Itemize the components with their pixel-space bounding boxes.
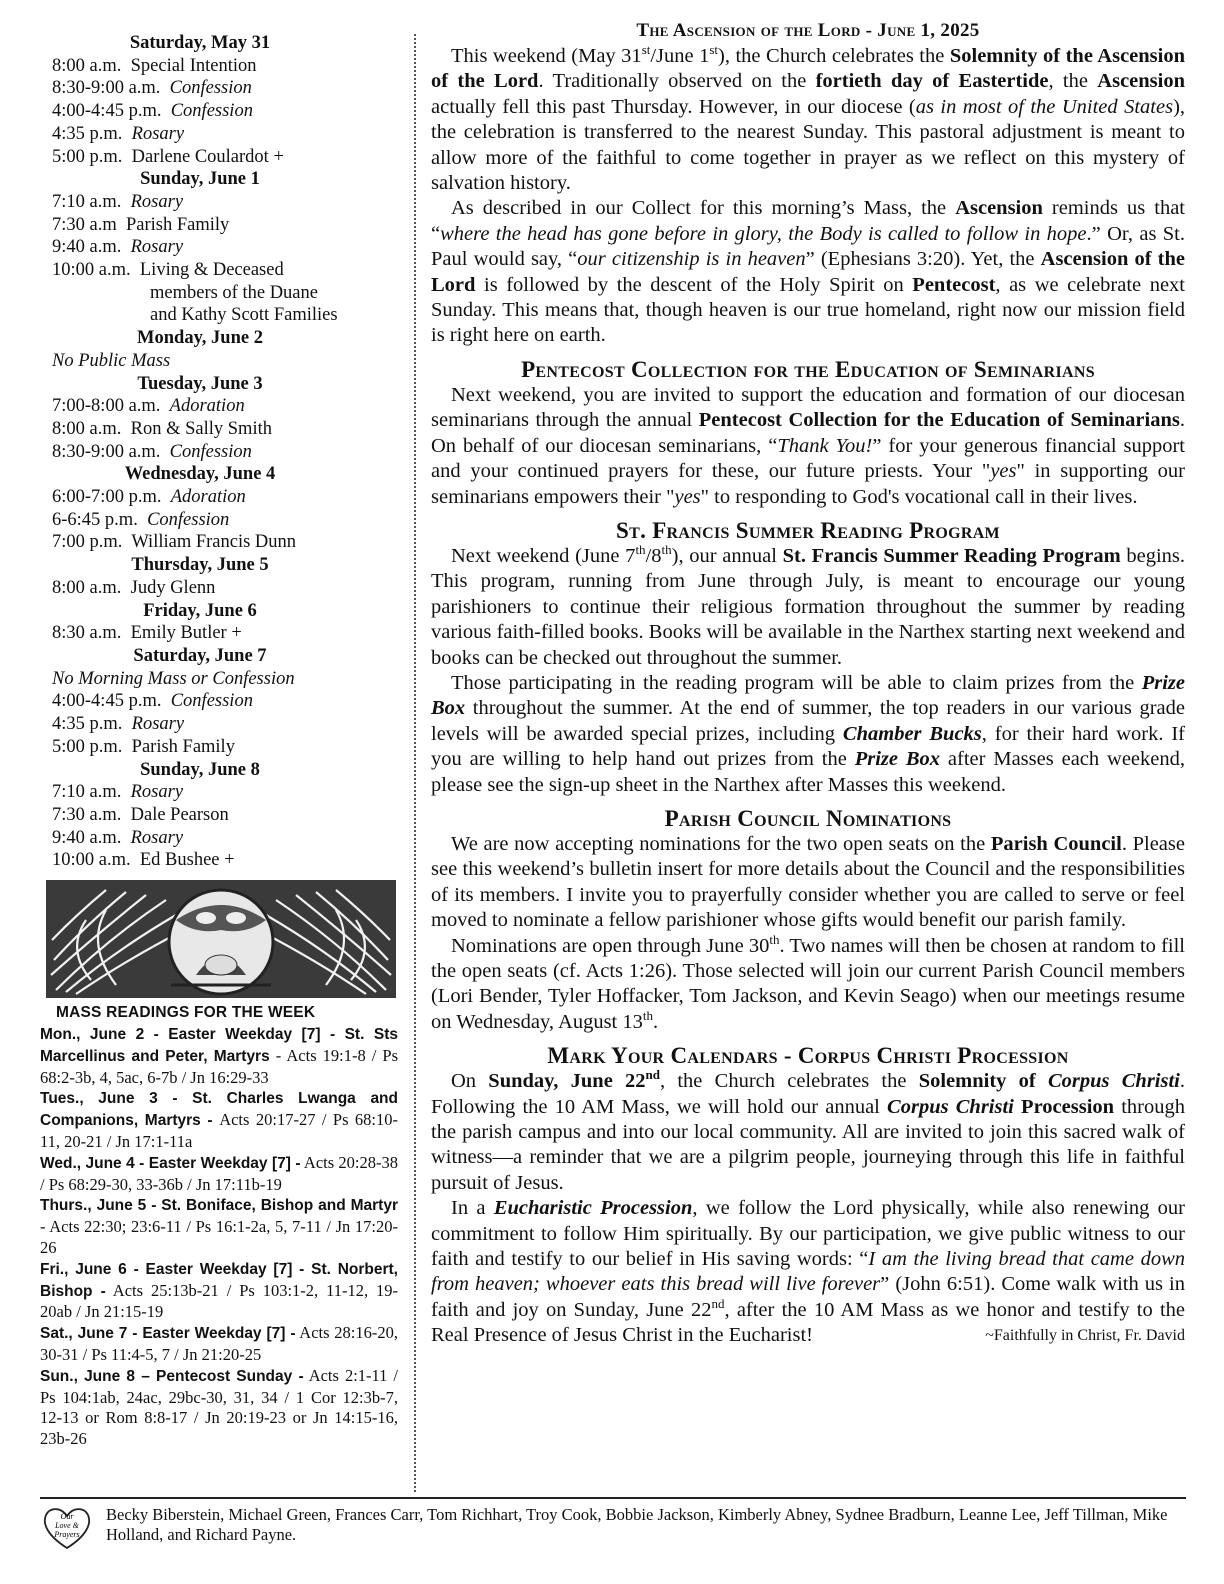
superscript: nd xyxy=(645,1067,660,1083)
reading-entry xyxy=(40,1323,398,1366)
signoff: ~Faithfully in Christ, Fr. David xyxy=(977,1327,1185,1345)
schedule-entry xyxy=(40,509,398,532)
superscript: th xyxy=(661,542,672,558)
ascension-paragraph-1 xyxy=(431,44,1185,196)
schedule-day-heading: Saturday, May 31 xyxy=(129,33,271,53)
pentecost-paragraph xyxy=(431,383,1185,510)
schedule-intention: Emily Butler + xyxy=(130,623,242,644)
text-run: . On behalf of our diocesan seminarians, “ xyxy=(431,409,1185,457)
schedule-intention: Rosary xyxy=(130,191,184,212)
schedule-time: 5:00 p.m. xyxy=(52,736,123,757)
text-run: Prize Box xyxy=(854,748,941,771)
schedule-time: 7:10 a.m. xyxy=(52,782,122,803)
schedule-entry xyxy=(40,622,398,645)
superscript: nd xyxy=(711,1296,725,1312)
text-run: as in most of the United States xyxy=(915,95,1174,118)
reading-day: Wed., June 4 - Easter Weekday [7] - xyxy=(40,1154,301,1172)
reading-program-title: St. Francis Summer Reading Program xyxy=(616,517,1000,543)
schedule-entry xyxy=(40,395,398,418)
text-run: Those participating in the reading program will be able to claim prizes from the xyxy=(451,671,1142,694)
text-run: This weekend (May 31 xyxy=(451,45,642,67)
text-run: /8 xyxy=(645,544,662,567)
schedule-intention: Ed Bushee + xyxy=(139,850,235,871)
schedule-intention: Rosary xyxy=(130,237,184,258)
reading-citations: Acts 2:1-11 / Ps 104:1ab, 24ac, 29bc-30, 31, 34 / 1 Cor 12:3b-7, 12-13 or Rom 8:8-17 / Jn 20:19-23 or Jn 14:15-16, 23b-26 xyxy=(40,1365,398,1449)
schedule-entry xyxy=(40,259,398,282)
schedule-intention: William Francis Dunn xyxy=(131,532,297,553)
schedule-time: 4:00-4:45 p.m. xyxy=(52,101,162,122)
superscript: st xyxy=(641,42,651,58)
reading-citations: Acts 20:28-38 / Ps 68:29-30, 33-36b / Jn 17:11b-19 xyxy=(40,1152,398,1194)
text-run: throughout the summer. At the end of summer, the top readers in our various grade levels will be awarded special prizes, including xyxy=(431,697,1185,745)
text-run: through the parish campus and into our local community. All are invited to join this sacred walk of witness—a reminder that we are a pilgrim people, journeying through this life in faithful pursuit of Jesus. xyxy=(431,1095,1186,1194)
reading-citations: Acts 20:17-27 / Ps 68:10-11, 20-21 / Jn 17:1-11a xyxy=(40,1110,399,1151)
schedule-intention: Confession xyxy=(170,691,253,712)
schedule-entry xyxy=(40,236,398,259)
text-run: /June 1 xyxy=(650,45,710,67)
council-section xyxy=(431,806,1185,1035)
schedule-day-heading: Sunday, June 1 xyxy=(140,169,260,190)
text-run: St. Francis Summer Reading Program xyxy=(782,544,1121,567)
reading-day: Tues., June 3 - St. Charles Lwanga and Companions, Martyrs - xyxy=(40,1090,398,1130)
schedule-time: 8:00 a.m. xyxy=(52,55,122,76)
text-run: . Two names will then be chosen at random to fill the open seats (cf. Acts 1:26). Those selected will join our current Parish Council members (Lori Bender, Tyler Hoffacker, Tom Jackson, and Kevin Seago) when our meetings resume on Wednesday, August 13 xyxy=(431,934,1185,1033)
text-run: As described in our Collect for this morning’s Mass, the xyxy=(451,197,956,220)
superscript: th xyxy=(769,931,780,947)
text-run: ), the celebration is transferred to the nearest Sunday. This pastoral adjustment is meant to allow more of the faithful to come together in prayer as we reflect on this mystery of salvation history. xyxy=(431,95,1186,195)
schedule-time: 4:35 p.m. xyxy=(52,714,123,735)
text-run: " to responding to God's vocational call in their lives. xyxy=(700,485,1138,508)
right-column xyxy=(431,18,1185,1349)
text-run: yes xyxy=(990,460,1017,483)
schedule-intention: Confession xyxy=(169,78,252,99)
reading-day: Fri., June 6 - Easter Weekday [7] - St. Norbert, Bishop - xyxy=(40,1260,398,1300)
reading-entry xyxy=(40,1195,398,1258)
schedule-time: 8:30 a.m. xyxy=(52,623,122,644)
schedule-entry xyxy=(40,804,398,827)
text-run: Thank You! xyxy=(777,434,873,457)
reading-day: Sat., June 7 - Easter Weekday [7] - xyxy=(40,1325,296,1343)
schedule-entry xyxy=(40,100,398,123)
readings-title: MASS READINGS FOR THE WEEK xyxy=(56,1004,316,1022)
text-run: , after the 10 AM Mass as we honor and testify to the Real Presence of Jesus Christ in the Eucharist! xyxy=(431,1298,1185,1347)
text-run: I am the living bread that came down from heaven; whoever eats this bread will live forever xyxy=(431,1248,1185,1296)
text-run: Sunday, June 22 xyxy=(488,1070,646,1093)
schedule-time: 7:00-8:00 a.m. xyxy=(52,396,161,417)
text-run: , the xyxy=(1048,70,1098,93)
schedule-entry xyxy=(40,77,398,100)
schedule-intention: Judy Glenn xyxy=(130,577,216,598)
schedule-intention: Ron & Sally Smith xyxy=(130,418,272,439)
svg-text:Prayers: Prayers xyxy=(54,1530,80,1539)
schedule-entry xyxy=(40,713,398,736)
text-run: , for their hard work. If you are willing to help hand out prizes from the xyxy=(431,722,1185,771)
schedule-day-heading: Thursday, June 5 xyxy=(131,555,269,576)
schedule-entry xyxy=(40,849,398,872)
schedule-note: No Public Mass xyxy=(52,350,171,371)
text-run: is followed by the descent of the Holy Spirit on xyxy=(475,273,913,296)
text-run: ), our annual xyxy=(671,544,783,567)
superscript: th xyxy=(635,542,646,558)
text-run: Pentecost Collection for the Education of Seminarians xyxy=(698,409,1180,432)
text-run: ” (John 6:51). Come walk with us in faith and joy on Sunday, June 22 xyxy=(431,1273,1185,1321)
schedule-intention: Confession xyxy=(170,101,253,122)
text-run: actually fell this past Thursday. However, in our diocese ( xyxy=(431,95,916,118)
svg-text:Our: Our xyxy=(60,1512,74,1521)
schedule-time: 5:00 p.m. xyxy=(52,146,123,167)
svg-text:Love &: Love & xyxy=(55,1521,79,1530)
left-column xyxy=(40,32,398,1450)
ascension-woodcut-image xyxy=(46,880,396,998)
reading-entry xyxy=(40,1153,398,1196)
text-run: Corpus Christi xyxy=(887,1095,1014,1118)
schedule-intention: Living & Deceased xyxy=(139,260,284,281)
reading-program-section xyxy=(431,518,1185,798)
text-run: Next weekend (June 7 xyxy=(451,544,636,567)
reading-citations: - Acts 22:30; 23:6-11 / Ps 16:1-2a, 5, 7-11 / Jn 17:20-26 xyxy=(40,1217,398,1257)
schedule-intention: Parish Family xyxy=(126,214,230,235)
mass-readings-list xyxy=(40,1024,398,1450)
reading-citations: - Acts 19:1-8 / Ps 68:2-3b, 4, 5ac, 6-7b / Jn 16:29-33 xyxy=(40,1045,398,1087)
text-run: Corpus Christi xyxy=(1047,1070,1180,1093)
love-and-prayers-logo xyxy=(40,1502,94,1552)
schedule-entry xyxy=(40,736,398,759)
schedule-intention: Rosary xyxy=(131,714,185,735)
schedule-time: 7:30 a.m xyxy=(52,214,117,235)
text-run: Procession xyxy=(1021,1095,1115,1118)
schedule-intention: Rosary xyxy=(130,827,184,848)
schedule-intention: Adoration xyxy=(170,487,246,508)
text-run: , the Church celebrates the xyxy=(660,1070,919,1093)
reading-program-paragraph-2 xyxy=(431,671,1185,798)
text-run: begins. This program, running from June through July, is meant to encourage our young parishioners to continue their religious formation throughout the summer by reading various faith-filled books. Books will be available in the Narthex starting next weekend and books can be checked out throughout the summer. xyxy=(431,544,1186,669)
schedule-intention: Rosary xyxy=(130,782,184,803)
schedule-intention: Confession xyxy=(169,441,252,462)
reading-day: Thurs., June 5 - St. Boniface, Bishop and Martyr xyxy=(40,1197,398,1215)
schedule-intention: Dale Pearson xyxy=(130,804,229,825)
text-run: Solemnity of the Ascension of the Lord xyxy=(431,45,1185,93)
council-title: Parish Council Nominations xyxy=(664,805,952,831)
schedule-time: 9:40 a.m. xyxy=(52,827,122,848)
text-run: Prize Box xyxy=(431,671,1185,720)
schedule-time: 10:00 a.m. xyxy=(52,260,131,281)
text-run: our citizenship is in heaven xyxy=(577,248,806,271)
schedule-entry xyxy=(40,146,398,169)
reading-citations: Acts 28:16-20, 30-31 / Ps 11:4-5, 7 / Jn 21:20-25 xyxy=(40,1323,398,1364)
schedule-intention: Rosary xyxy=(131,123,185,144)
reading-entry xyxy=(40,1259,398,1323)
prayer-list-footer xyxy=(40,1497,1186,1544)
schedule-time: 8:30-9:00 a.m. xyxy=(52,441,161,462)
reading-entry xyxy=(40,1088,398,1152)
reading-program-paragraph-1 xyxy=(431,544,1185,671)
schedule-entry xyxy=(40,486,398,509)
schedule-day-heading: Saturday, June 7 xyxy=(133,645,267,666)
ascension-title: The Ascension of the Lord - June 1, 2025 xyxy=(636,20,980,41)
schedule-time: 8:00 a.m. xyxy=(52,418,122,439)
reading-day: Sun., June 8 – Pentecost Sunday - xyxy=(40,1367,304,1385)
schedule-intention: Parish Family xyxy=(131,736,235,757)
schedule-time: 6-6:45 p.m. xyxy=(52,509,138,530)
pentecost-section xyxy=(431,357,1185,510)
schedule-time: 10:00 a.m. xyxy=(52,850,131,871)
superscript: th xyxy=(642,1007,654,1023)
text-run: " in supporting our seminarians empowers their " xyxy=(431,460,1185,508)
text-run: Parish Council xyxy=(990,832,1122,855)
schedule-time: 4:35 p.m. xyxy=(52,123,123,144)
text-run: yes xyxy=(674,485,701,508)
schedule-intention: Adoration xyxy=(169,396,245,417)
schedule-entry xyxy=(40,577,398,600)
corpus-christi-title: Mark Your Calendars - Corpus Christi Procession xyxy=(547,1043,1069,1069)
text-run: Solemnity of xyxy=(918,1070,1048,1093)
text-run: , we follow the Lord physically, while also renewing our commitment to follow Him spiritually. By our participation, we give public witness to our faith and testify to our belief in His saving words: “ xyxy=(431,1197,1185,1271)
schedule-entry xyxy=(40,418,398,441)
text-run: Pentecost xyxy=(912,273,996,296)
reading-entry xyxy=(40,1024,398,1088)
schedule-entry xyxy=(40,123,398,146)
text-run: ” for your generous financial support and your continued prayers for these, our future priests. Your " xyxy=(431,434,1185,483)
schedule-entry xyxy=(40,191,398,214)
schedule-time: 7:00 p.m. xyxy=(52,532,123,553)
schedule-entry xyxy=(40,441,398,464)
text-run: On xyxy=(451,1070,489,1093)
schedule-note: No Morning Mass or Confession xyxy=(52,668,295,689)
corpus-christi-section xyxy=(431,1043,1185,1348)
schedule-entry xyxy=(40,531,398,554)
schedule-day-heading: Friday, June 6 xyxy=(143,600,257,621)
text-run xyxy=(1014,1096,1021,1118)
schedule-time: 8:00 a.m. xyxy=(52,577,122,598)
schedule-entry xyxy=(40,55,398,78)
text-run: We are now accepting nominations for the two open seats on the xyxy=(451,832,991,855)
schedule-entry xyxy=(40,214,398,237)
text-run: , as we celebrate next Sunday. This means that, though heaven is our true homeland, right now our mission field is right here on earth. xyxy=(431,273,1185,347)
council-paragraph-2 xyxy=(431,931,1185,1036)
text-run: Ascension of the Lord xyxy=(431,248,1185,296)
ascension-section xyxy=(431,18,1185,349)
reading-day: Mon., June 2 - Easter Weekday [7] - St. Sts Marcellinus and Peter, Martyrs xyxy=(40,1026,398,1065)
text-run: Eucharistic Procession xyxy=(493,1197,693,1220)
schedule-intention: Darlene Coulardot + xyxy=(131,146,284,167)
schedule-time: 8:30-9:00 a.m. xyxy=(52,78,161,99)
text-run: .” Or, as St. Paul would say, “ xyxy=(431,222,1185,271)
schedule-time: 9:40 a.m. xyxy=(52,237,122,258)
schedule-time: 7:10 a.m. xyxy=(52,191,122,212)
reading-citations: Acts 25:13b-21 / Ps 103:1-2, 11-12, 19-20ab / Jn 21:15-19 xyxy=(40,1280,398,1322)
schedule-intention-continued: members of the Duane xyxy=(150,282,318,303)
text-run: Ascension xyxy=(955,197,1043,220)
schedule-time: 4:00-4:45 p.m. xyxy=(52,691,162,712)
text-run: ), the Church celebrates the xyxy=(718,45,950,67)
text-run: Next weekend, you are invited to support the education and formation of our diocesan seminarians through the annual xyxy=(431,383,1185,432)
text-run: after Masses each weekend, please see the sign-up sheet in the Narthex after Masses this weekend. xyxy=(431,748,1185,796)
text-run: Chamber Bucks xyxy=(842,722,982,745)
schedule-entry xyxy=(40,827,398,850)
mass-schedule xyxy=(40,32,398,872)
schedule-day-heading: Tuesday, June 3 xyxy=(137,373,263,394)
text-run: ” (Ephesians 3:20). Yet, the xyxy=(805,248,1041,271)
schedule-time: 6:00-7:00 p.m. xyxy=(52,487,162,508)
schedule-intention: Special Intention xyxy=(130,55,257,76)
text-run: reminds us that “ xyxy=(431,197,1185,245)
schedule-day-heading: Sunday, June 8 xyxy=(140,759,260,780)
council-paragraph-1 xyxy=(431,832,1185,934)
schedule-intention: Confession xyxy=(147,509,230,530)
text-run: . xyxy=(653,1010,659,1033)
reading-entry xyxy=(40,1366,398,1450)
text-run: Ascension xyxy=(1097,70,1186,93)
text-run: where the head has gone before in glory, the Body is called to follow in hope xyxy=(440,222,1087,245)
text-run: . Following the 10 AM Mass, we will hold our annual xyxy=(431,1070,1185,1118)
text-run: Nominations are open through June 30 xyxy=(451,934,770,957)
schedule-intention-continued: and Kathy Scott Families xyxy=(150,305,338,326)
text-run: In a xyxy=(451,1197,494,1220)
pentecost-title: Pentecost Collection for the Education of Seminarians xyxy=(521,356,1095,382)
ascension-paragraph-2 xyxy=(431,196,1185,348)
schedule-day-heading: Wednesday, June 4 xyxy=(124,464,276,485)
text-run: . Traditionally observed on the xyxy=(538,70,816,93)
superscript: st xyxy=(709,42,719,58)
column-divider xyxy=(414,34,416,1492)
text-run: . Please see this weekend’s bulletin insert for more details about the Council and the responsibilities of its members. I invite you to prayerfully consider whether you are called to serve or feel moved to nominate a fellow parishioner whose gifts would benefit our parish family. xyxy=(431,832,1185,932)
prayer-list-names: Becky Biberstein, Michael Green, Frances Carr, Tom Richhart, Troy Cook, Bobbie Jackson, Kimberly Abney, Sydnee Bradburn, Leanne Lee, Jeff Tillman, Mike Holland, and Richard Payne. xyxy=(106,1505,1168,1544)
schedule-entry xyxy=(40,781,398,804)
schedule-entry xyxy=(40,690,398,713)
text-run: fortieth day of Eastertide xyxy=(815,70,1049,93)
schedule-day-heading: Monday, June 2 xyxy=(137,328,263,349)
schedule-time: 7:30 a.m. xyxy=(52,804,122,825)
corpus-christi-paragraph-1 xyxy=(431,1069,1185,1196)
